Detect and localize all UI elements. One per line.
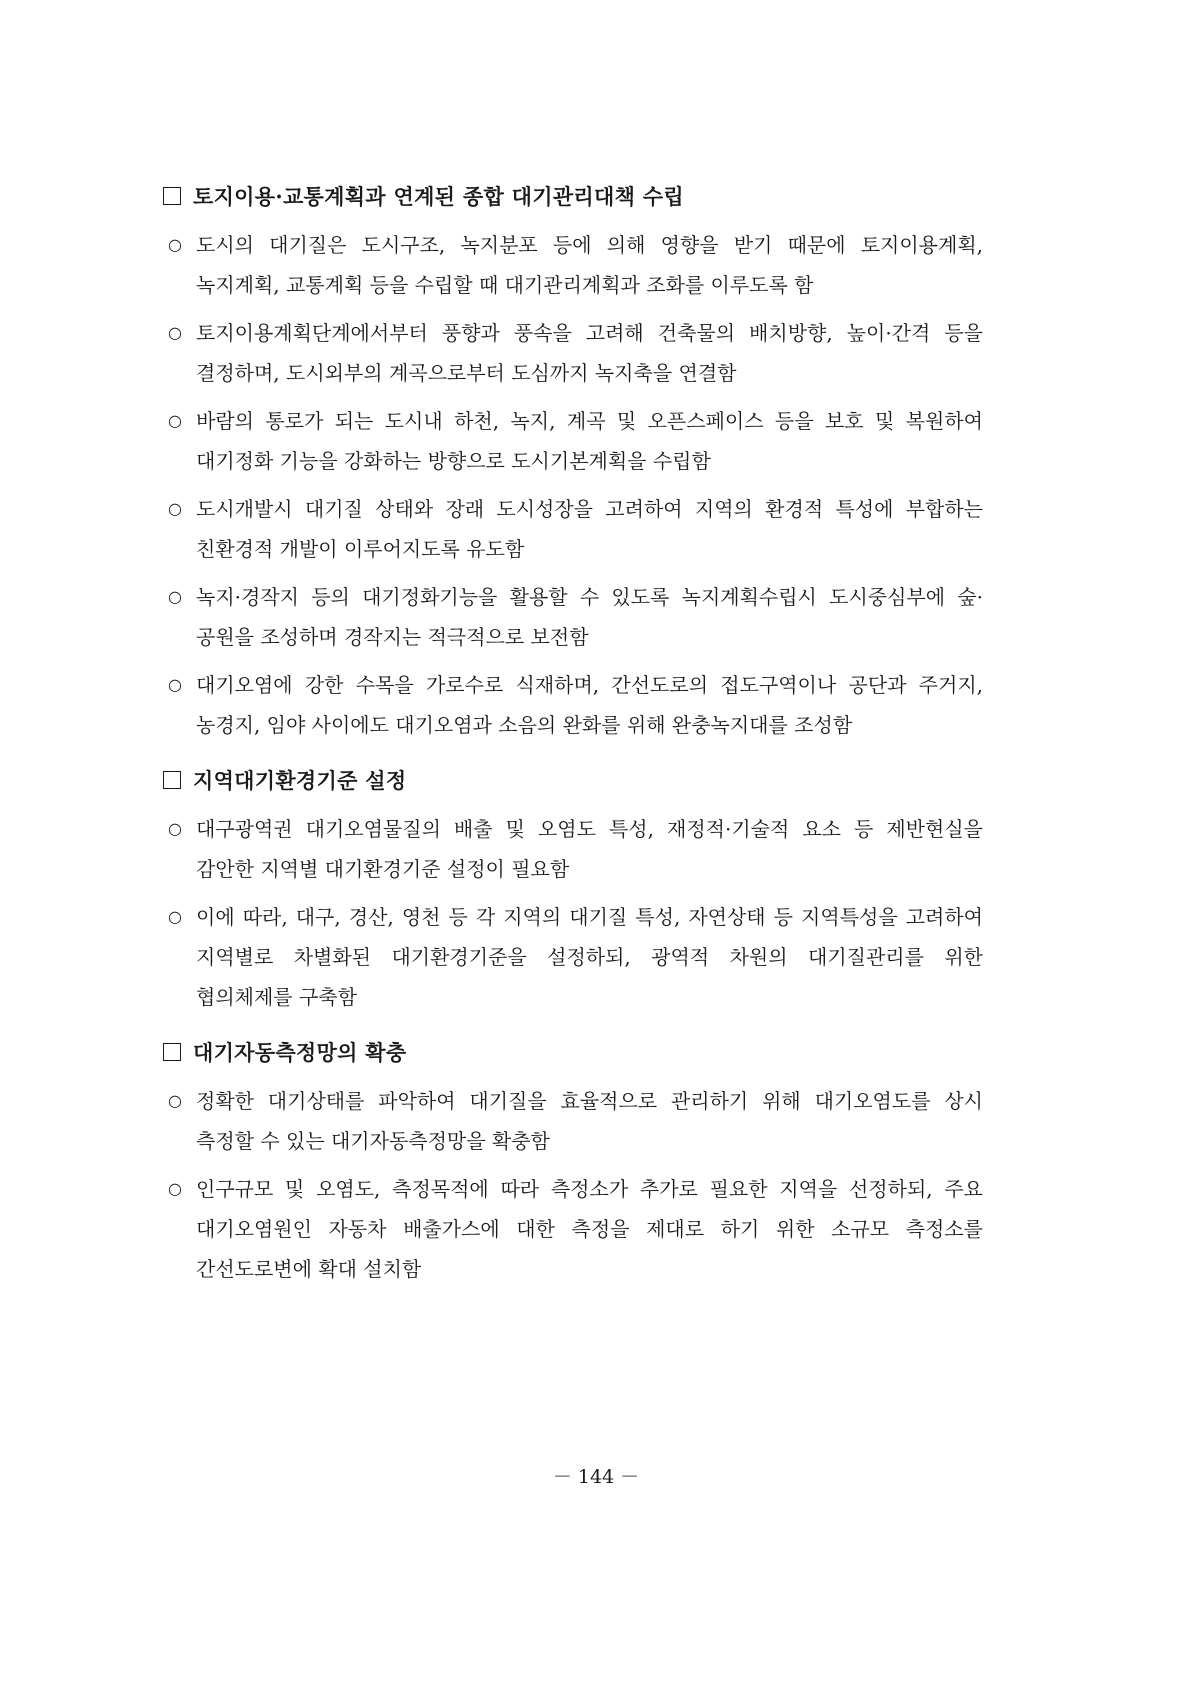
section-heading-text: 대기자동측정망의 확충 bbox=[193, 1040, 407, 1065]
checkbox-icon bbox=[163, 1043, 181, 1061]
bullet-icon: ○ bbox=[168, 1179, 182, 1198]
section-heading bbox=[163, 759, 983, 801]
bullet-icon: ○ bbox=[168, 411, 182, 430]
list-item-text: 녹지·경작지 등의 대기정화기능을 활용할 수 있도록 녹지계획수립시 도시중심부에 숲·공원을 조성하며 경작지는 적극적으로 보전함 bbox=[196, 585, 983, 649]
checkbox-icon bbox=[163, 771, 181, 789]
list-item bbox=[163, 1081, 983, 1161]
bullet-icon: ○ bbox=[168, 1091, 182, 1110]
list-item-text: 대기오염에 강한 수목을 가로수로 식재하며, 간선도로의 접도구역이나 공단과 주거지, 농경지, 임야 사이에도 대기오염과 소음의 완화를 위해 완충녹지대를 조성함 bbox=[196, 673, 983, 737]
list-item bbox=[163, 313, 983, 393]
list-item-text: 토지이용계획단계에서부터 풍향과 풍속을 고려해 건축물의 배치방향, 높이·간격 등을 결정하며, 도시외부의 계곡으로부터 도심까지 녹지축을 연결함 bbox=[196, 321, 983, 385]
section-heading-text: 토지이용·교통계획과 연계된 종합 대기관리대책 수립 bbox=[193, 184, 684, 209]
list-item-text: 도시의 대기질은 도시구조, 녹지분포 등에 의해 영향을 받기 때문에 토지이용계획, 녹지계획, 교통계획 등을 수립할 때 대기관리계획과 조화를 이루도록 함 bbox=[196, 233, 983, 297]
page-number: － 144 － bbox=[552, 1466, 640, 1488]
section-monitoring-network bbox=[163, 1031, 983, 1289]
section-heading-text: 지역대기환경기준 설정 bbox=[193, 768, 407, 793]
list-item bbox=[163, 1169, 983, 1289]
bullet-icon: ○ bbox=[168, 819, 182, 838]
bullet-icon: ○ bbox=[168, 499, 182, 518]
list-item-text: 도시개발시 대기질 상태와 장래 도시성장을 고려하여 지역의 환경적 특성에 부합하는 친환경적 개발이 이루어지도록 유도함 bbox=[196, 497, 983, 561]
list-item bbox=[163, 577, 983, 657]
section-heading bbox=[163, 175, 983, 217]
list-item bbox=[163, 489, 983, 569]
section-heading bbox=[163, 1031, 983, 1073]
list-item-text: 이에 따라, 대구, 경산, 영천 등 각 지역의 대기질 특성, 자연상태 등 지역특성을 고려하여 지역별로 차별화된 대기환경기준을 설정하되, 광역적 차원의 대기질관리를 위한 협의체제를 구축함 bbox=[196, 905, 983, 1009]
section-regional-standards bbox=[163, 759, 983, 1017]
list-item-text: 정확한 대기상태를 파악하여 대기질을 효율적으로 관리하기 위해 대기오염도를 상시 측정할 수 있는 대기자동측정망을 확충함 bbox=[196, 1089, 983, 1153]
document-body bbox=[163, 175, 983, 1297]
bullet-icon: ○ bbox=[168, 587, 182, 606]
bullet-list bbox=[163, 809, 983, 1017]
list-item bbox=[163, 897, 983, 1017]
list-item-text: 인구규모 및 오염도, 측정목적에 따라 측정소가 추가로 필요한 지역을 선정하되, 주요 대기오염원인 자동차 배출가스에 대한 측정을 제대로 하기 위한 소규모 측정소를 간선도로변에 확대 설치함 bbox=[196, 1177, 983, 1281]
section-land-use-traffic bbox=[163, 175, 983, 745]
list-item bbox=[163, 809, 983, 889]
checkbox-icon bbox=[163, 187, 181, 205]
list-item bbox=[163, 225, 983, 305]
list-item-text: 대구광역권 대기오염물질의 배출 및 오염도 특성, 재정적·기술적 요소 등 제반현실을 감안한 지역별 대기환경기준 설정이 필요함 bbox=[196, 817, 983, 881]
list-item bbox=[163, 401, 983, 481]
list-item bbox=[163, 665, 983, 745]
bullet-icon: ○ bbox=[168, 675, 182, 694]
bullet-list bbox=[163, 225, 983, 745]
bullet-list bbox=[163, 1081, 983, 1289]
bullet-icon: ○ bbox=[168, 323, 182, 342]
bullet-icon: ○ bbox=[168, 907, 182, 926]
list-item-text: 바람의 통로가 되는 도시내 하천, 녹지, 계곡 및 오픈스페이스 등을 보호 및 복원하여 대기정화 기능을 강화하는 방향으로 도시기본계획을 수립함 bbox=[196, 409, 983, 473]
bullet-icon: ○ bbox=[168, 235, 182, 254]
